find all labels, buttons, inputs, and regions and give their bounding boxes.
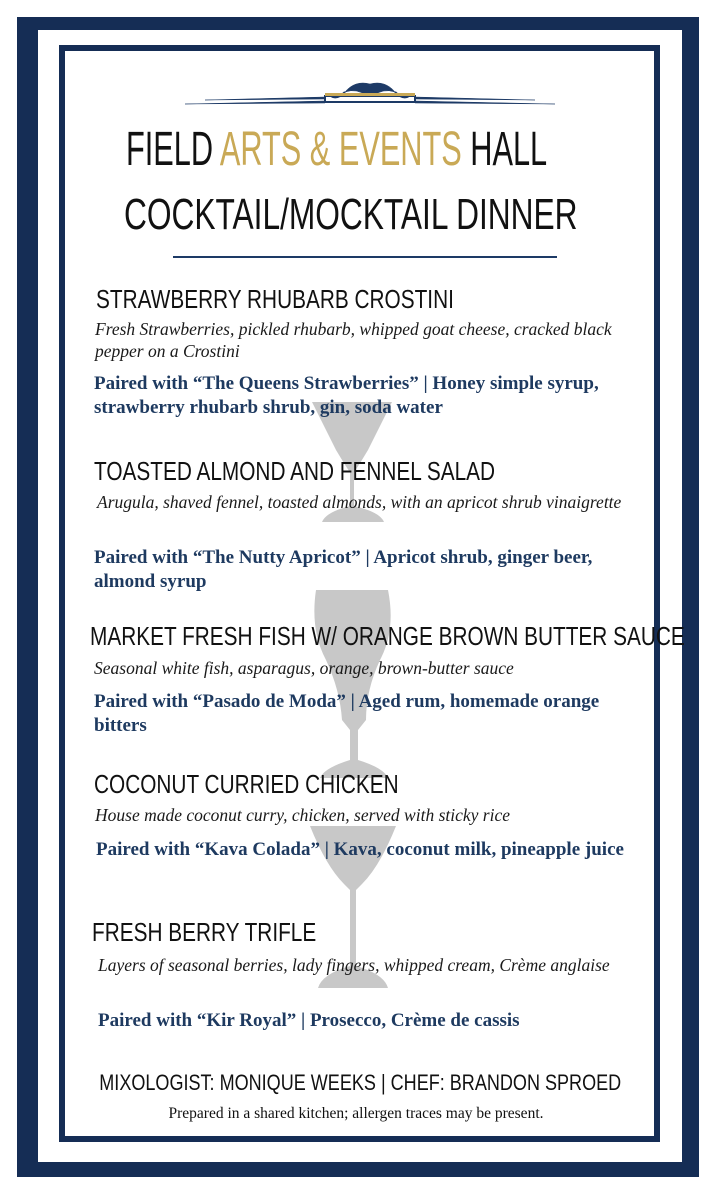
course-title: MARKET FRESH FISH W/ ORANGE BROWN BUTTER SAUCE bbox=[90, 621, 685, 651]
staff-credits bbox=[0, 1068, 720, 1098]
ornament-divider-icon bbox=[185, 82, 555, 112]
venue-title-part2: ARTS & EVENTS bbox=[219, 123, 462, 176]
course-title: TOASTED ALMOND AND FENNEL SALAD bbox=[94, 456, 496, 486]
course-pairing: Paired with “The Nutty Apricot” | Apricot shrub, ginger beer, almond syrup bbox=[94, 547, 593, 592]
course-title: COCONUT CURRIED CHICKEN bbox=[94, 769, 399, 799]
event-subtitle: COCKTAIL/MOCKTAIL DINNER bbox=[124, 190, 578, 239]
course-pairing: Paired with “Kava Colada” | Kava, coconut milk, pineapple juice bbox=[96, 839, 624, 860]
course-description: Seasonal white fish, asparagus, orange, brown-butter sauce bbox=[94, 658, 514, 678]
course-title: STRAWBERRY RHUBARB CROSTINI bbox=[96, 284, 454, 314]
course-description: Arugula, shaved fennel, toasted almonds, with an apricot shrub vinaigrette bbox=[97, 492, 622, 512]
venue-title-part3: HALL bbox=[470, 123, 548, 176]
course-pairing: Paired with “The Queens Strawberries” | Honey simple syrup, strawberry rhubarb shrub, gin, soda water bbox=[94, 373, 599, 418]
course-description: Layers of seasonal berries, lady fingers, whipped cream, Crème anglaise bbox=[98, 955, 610, 975]
course-title: FRESH BERRY TRIFLE bbox=[92, 917, 317, 947]
course-description: House made coconut curry, chicken, served with sticky rice bbox=[95, 805, 511, 825]
staff-credits-text: MIXOLOGIST: MONIQUE WEEKS | CHEF: BRANDON SPROED bbox=[99, 1070, 621, 1095]
course-pairing: Paired with “Pasado de Moda” | Aged rum, homemade orange bitters bbox=[94, 691, 600, 736]
course-pairing: Paired with “Kir Royal” | Prosecco, Crème de cassis bbox=[98, 1010, 520, 1031]
title-rule bbox=[173, 256, 557, 258]
course-description: Fresh Strawberries, pickled rhubarb, whipped goat cheese, cracked black pepper on a Crostini bbox=[95, 319, 612, 361]
allergen-note: Prepared in a shared kitchen; allergen traces may be present. bbox=[168, 1105, 544, 1122]
venue-title-part1: FIELD bbox=[126, 123, 214, 176]
venue-title bbox=[126, 120, 547, 180]
